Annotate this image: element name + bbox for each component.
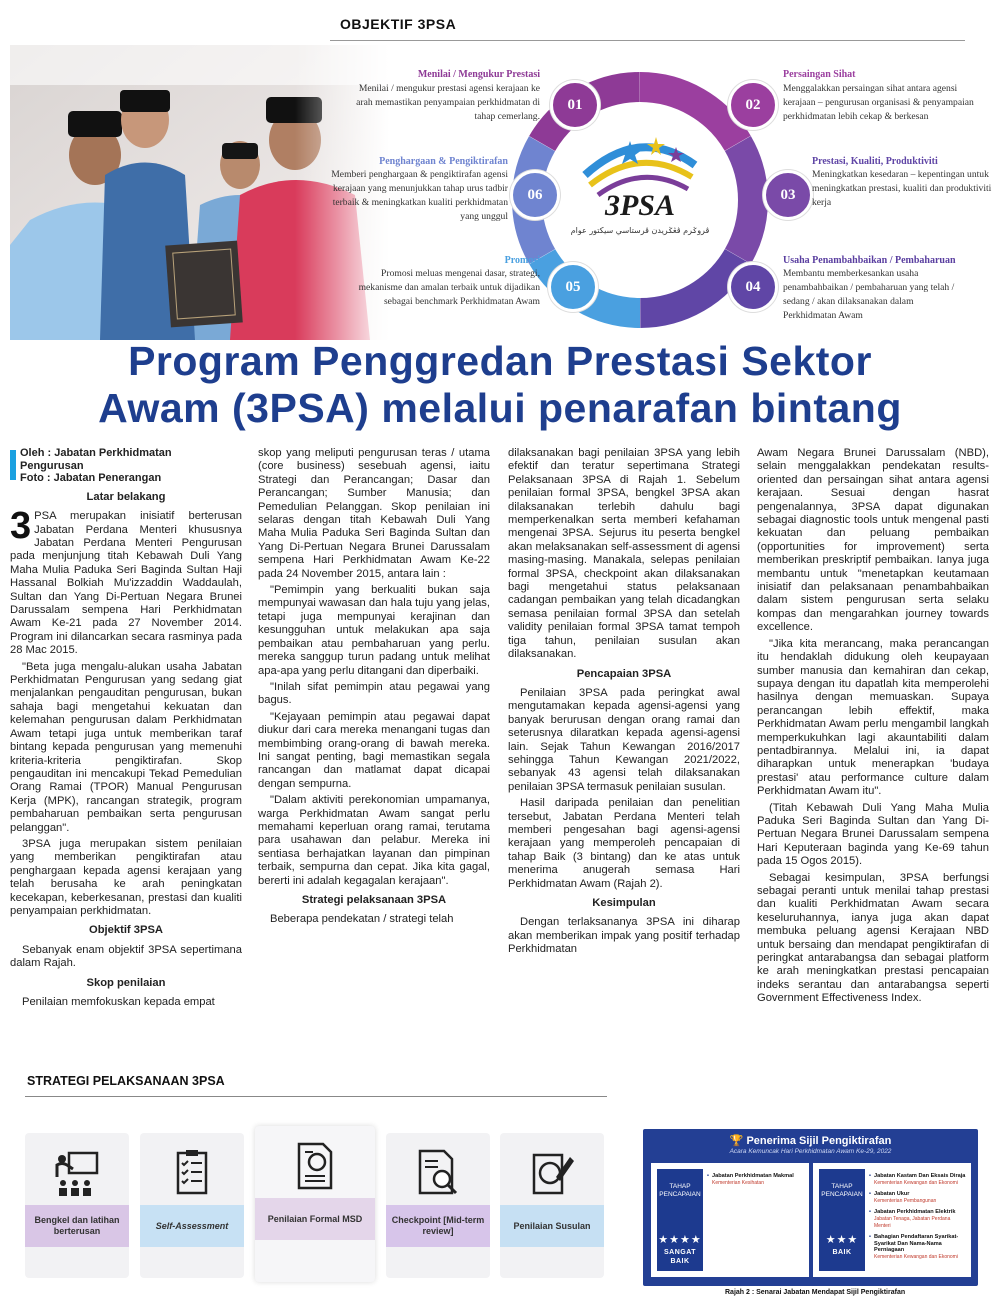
objective-04-text: Membantu memberkesankan usaha penambahbaikan / pembaharuan yang telah / sedang / akan dilaksanakan dalam Perkhidmatan Awam xyxy=(783,268,955,321)
strategy-title: STRATEGI PELAKSANAAN 3PSA xyxy=(27,1074,225,1088)
strategy-rule xyxy=(25,1096,607,1097)
byline xyxy=(10,447,242,485)
list-item: • Bahagian Pendaftaran Syarikat-Syarikat Dan Nama-Nama Perniagaan Kementerian Kewangan dan Ekonomi xyxy=(869,1234,967,1260)
objective-03-text: Meningkatkan kesedaran – kepentingan untuk meningkatkan prestasi, kualiti dan produktiviti kerja xyxy=(812,169,992,208)
objective-06-badge: 06 xyxy=(510,170,560,220)
paragraph: dilaksanakan bagi penilaian 3PSA yang lebih efektif dan teratur sepertimana Strategi Pelaksanaan 3PSA di Rajah 1. Sebelum penilaian formal 3PSA, bengkel 3PSA akan dilaksanakan terlebih dahulu bagi memperkenalkan serta memberi kefahaman mengenai 3PSA. Sejurus itu peserta bengkel akan melaksanakan self-assessment di agensi masing-masing. Manakala, selepas penilaian formal 3PSA, checkpoint akan dilaksanakan bagi mengetahui status pelaksanaan cadangan pembaikan yang telah dicadangkan semasa penilaian formal 3PSA dan setelah validity penilaian formal 3PSA tamat tempoh tiga tahun, penilaian susulan akan dilaksanakan. xyxy=(508,447,740,661)
subhead-latar: Latar belakang xyxy=(86,490,166,503)
paragraph: "Dalam aktiviti perekonomian umpamanya, warga Perkhidmatan Awam sangat perlu memahami keperluan orang ramai, terutama para usahawan dan pelabur. Mereka ini sentiasa berhajatkan layanan dan pimpinan terbaik, sempurna dan cepat. Jika kita gagal, bererti ini adalah kegagalan kerajaan". xyxy=(258,794,490,887)
tahap-label: TAHAP PENCAPAIAN xyxy=(659,1183,701,1198)
list-item: • Jabatan Perkhidmatan Makmal Kementerian Kesihatan xyxy=(707,1173,805,1186)
objective-02-text: Menggalakkan persaingan sihat antara agensi kerajaan – pengurusan organisasi & penyampaian perkhidmatan lebih cekap & berkesan xyxy=(783,83,974,122)
objective-05-title: Promosi xyxy=(504,255,540,266)
magnifier-doc-icon xyxy=(412,1147,464,1199)
paragraph: Beberapa pendekatan / strategi telah xyxy=(270,913,454,926)
byline-photo: Foto : Jabatan Penerangan xyxy=(20,472,162,485)
dropcap: 3 xyxy=(10,505,32,548)
certificate-title-text: Penerima Sijil Pengiktirafan xyxy=(746,1135,892,1147)
paragraph: Hasil daripada penilaian dan penelitian tersebut, Jabatan Perdana Menteri telah memberi pengesahan bagi agensi-agensi kerajaan yang memperoleh pencapaian di tahap Baik (3 bintang) dan ke atas untuk menerima anugerah semasa Hari Perkhidmatan Awam (Rajah 2). xyxy=(508,797,740,890)
paragraph: (Titah Kebawah Duli Yang Maha Mulia Paduka Seri Baginda Sultan dan Yang Di-Pertuan Negara Brunei Darussalam sempena Hari Keputeraan baginda yang Ke-69 tahun pada 15 Ogos 2015). xyxy=(757,801,989,868)
objective-06-text: Memberi penghargaan & pengiktirafan agensi kerajaan yang menunjukkan tahap urus tadbir terbaik & meningkatkan kualiti perkhidmatan yang unggul xyxy=(331,169,508,222)
subhead-objektif: Objektif 3PSA xyxy=(89,924,163,937)
objective-05-text: Promosi meluas mengenai dasar, strategi, mekanisme dan amalan terbaik untuk dijadikan sebagai benchmark Perkhidmatan Awam xyxy=(358,268,540,307)
panel-baik xyxy=(813,1163,971,1277)
strategy-card-checkpoint xyxy=(386,1133,490,1278)
strategy-card-label: Penilaian Formal MSD xyxy=(255,1198,375,1240)
objective-05-badge: 05 xyxy=(548,262,598,312)
rating-label xyxy=(657,1169,703,1271)
headline xyxy=(14,338,986,432)
objective-01-text: Menilai / mengukur prestasi agensi kerajaan ke arah memastikan penyampaian perkhidmatan di tahap cemerlang. xyxy=(356,83,540,122)
recipient-list xyxy=(869,1173,967,1266)
paragraph: skop yang meliputi pengurusan teras / utama (core business) sesebuah agensi, iaitu Strategi dan Perancangan; Dasar dan Perancangan; Sumber Manusia; dan Pemedulian Pelanggan. Skop penilaian ini selaras dengan titah Kebawah Duli Yang Maha Mulia Paduka Seri Baginda Sultan dan Yang Di-Pertuan Negara Brunei Darussalam sempena Hari Perkhidmatan Awam Ke-22 pada 24 November 2015, antara lain : xyxy=(258,447,490,580)
certificate-recipients-box xyxy=(643,1129,978,1286)
paragraph: "Kejayaan pemimpin atau pegawai dapat diukur dari cara mereka menangani tugas dan membimbing orang-orang di bawah mereka. Ini sangat penting, bagi memastikan segala rancangan dan matlamat dapat dicapai dengan sempurna. xyxy=(258,710,490,790)
headline-line1: Program Penggredan Prestasi Sektor xyxy=(128,338,872,384)
objective-01-badge: 01 xyxy=(550,80,600,130)
strategy-card-label: Checkpoint [Mid-term review] xyxy=(386,1205,490,1247)
objective-06-title: Penghargaan & Pengiktirafan xyxy=(379,156,508,167)
strategy-card-self-assessment xyxy=(140,1133,244,1278)
objective-03-badge: 03 xyxy=(763,170,813,220)
objective-02-badge: 02 xyxy=(728,80,778,130)
paragraph: "Pemimpin yang berkualiti bukan saja mempunyai wawasan dan hala tuju yang jelas, tetapi juga mempunyai kerajinan dan kesungguhan untuk melakukan apa saja pembaikan atau pembaharuan yang perlu. mereka sanggup turun padang untuk melihat apa-apa yang perlu ditangani dan diperbaiki. xyxy=(258,584,490,677)
objective-04-title: Usaha Penambahbaikan / Pembaharuan xyxy=(783,255,956,266)
paragraph: Sebagai kesimpulan, 3PSA berfungsi sebagai peranti untuk menilai tahap prestasi dan kualiti Perkhidmatan Awam secara keseluruhannya, ianya juga akan dapat membuka peluang agensi Kerajaan NBD untuk bersaing dan mendapat pengiktirafan di peringkat antarabangsa dan sebagai platform ke arah meningkatkan prestasi pencapaian indeks serantau dan antarabangsa seperti Government Effectiveness Index. xyxy=(757,871,989,1005)
strategy-card-label: Penilaian Susulan xyxy=(500,1205,604,1247)
list-item: • Jabatan Kastam Dan Eksais Diraja Kementerian Kewangan dan Ekonomi xyxy=(869,1173,967,1186)
subhead-strategi: Strategi pelaksanaan 3PSA xyxy=(301,894,447,906)
byline-author: Oleh : Jabatan Perkhidmatan xyxy=(20,447,172,459)
logo-jawi-icon: ڤروݢرم ڤڠݢريدن ڤرستاسي سيکتور عوام xyxy=(570,226,710,235)
paragraph: "Beta juga mengalu-alukan usaha Jabatan Perkhidmatan Pengurusan yang sedang giat menjalankan pengauditan pengurusan, bukan sahaja bagi mengetahui kekuatan dan kelemahan pengurusan dalam Perkhidmatan Awam tetapi juga untuk memberikan taraf bintang kepada pengurusan yang memenuhi kriteria-kriteria pengiktirafan. Skop pengauditan ini mencakupi Tekad Pemedulian Orang Ramai (TPOR) Manual Pengurusan Kerja (MPK), rancangan strategik, program pembaharuan pembaikan serta pengurusan pelanggan". xyxy=(10,660,242,834)
tahap-label: TAHAP PENCAPAIAN xyxy=(821,1183,863,1198)
strategy-card-penilaian-formal xyxy=(255,1126,375,1282)
paragraph: Sebanyak enam objektif 3PSA sepertimana dalam Rajah. xyxy=(10,943,242,970)
presentation-icon xyxy=(51,1147,103,1199)
checklist-icon xyxy=(166,1147,218,1199)
objective-04-badge: 04 xyxy=(728,262,778,312)
rating-label xyxy=(819,1169,865,1271)
article-column-4 xyxy=(757,447,989,1009)
paragraph: "Inilah sifat pemimpin atau pegawai yang bagus. xyxy=(258,680,490,707)
rating-text: BAIK xyxy=(832,1249,852,1256)
logo-3psa-text: 3PSA xyxy=(604,189,676,222)
panel-sangat-baik xyxy=(651,1163,809,1277)
paragraph: Dengan terlaksananya 3PSA ini diharap akan memberikan impak yang positif terhadap Perkhidmatan xyxy=(508,916,740,956)
objective-03-title: Prestasi, Kualiti, Produktiviti xyxy=(812,156,938,167)
list-item: • Jabatan Perkhidmatan Elektrik Jabatan Tenaga, Jabatan Perdana Menteri xyxy=(869,1209,967,1229)
edit-doc-icon xyxy=(526,1147,578,1199)
paragraph: Penilaian 3PSA pada peringkat awal mengutamakan kepada agensi-agensi yang banyak berurusan dengan orang ramai dan seterusnya dilaratkan kepada agensi-agensi lain. Sejak Tahun Kewangan 2016/2017 sehingga Tahun Kewangan 2021/2022, sebanyak 43 agensi telah dilaksanakan penilaian 3PSA termasuk penilaian susulan. xyxy=(508,686,740,793)
paragraph: 3PSA juga merupakan sistem penilaian yang memberikan pengiktirafan atau penghargaan kepada agensi kerajaan yang telah berusaha ke arah peningkatan kecekapan, keberkesanan, prestasi dan kualiti penyampaian perkhidmatan. xyxy=(10,837,242,917)
strategy-card-label: Bengkel dan latihan berterusan xyxy=(25,1205,129,1247)
document-award-icon xyxy=(289,1140,341,1192)
strategy-card-label: Self-Assessment xyxy=(140,1205,244,1247)
rating-text: SANGAT BAIK xyxy=(663,1249,697,1265)
certificate-subtitle: Acara Kemuncak Hari Perkhidmatan Awam Ke-29, 2022 xyxy=(729,1148,892,1155)
trophy-icon: 🏆 xyxy=(729,1135,747,1147)
paragraph: "Jika kita merancang, maka perancangan itu hendaklah didukung oleh keupayaan sumber manusia dan kemahiran dan cekap, supaya dengan itu dapatlah kita memperolehi hasilnya dengan memuaskan. Supaya perancangan lebih effektif, maka Perkhidmatan Awam perlu mengambil langkah memperkukuhkan lagi akauntabiliti dalam pentadbirannya. Melalui ini, ia dapat diharapkan untuk menerapkan 'budaya prestasi' atau performance culture dalam Perkhidmatan Awam itu". xyxy=(757,637,989,798)
certificate-title xyxy=(643,1134,978,1147)
star-rating-icon: ★★★ xyxy=(825,1234,859,1246)
strategy-card-penilaian-susulan xyxy=(500,1133,604,1278)
subhead-pencapaian: Pencapaian 3PSA xyxy=(576,667,672,680)
headline-line2: Awam (3PSA) melalui penarafan bintang xyxy=(98,385,902,431)
article-column-2 xyxy=(258,447,490,930)
strategy-card-bengkel xyxy=(25,1133,129,1278)
article-column-3 xyxy=(508,447,740,960)
subhead-kesimpulan: Kesimpulan xyxy=(592,897,656,909)
figure-caption: Rajah 2 : Senarai Jabatan Mendapat Sijil Pengiktirafan xyxy=(725,1289,906,1296)
paragraph: Penilaian memfokuskan kepada empat xyxy=(22,996,215,1008)
byline-author-cont: Pengurusan xyxy=(20,459,84,472)
recipient-list xyxy=(707,1173,805,1191)
star-rating-icon: ★★★★ xyxy=(658,1234,702,1246)
list-item: • Jabatan Ukur Kementerian Pembangunan xyxy=(869,1191,967,1204)
paragraph: PSA merupakan inisiatif berterusan Jabatan Perdana Menteri khususnya Jabatan Perdana Menteri Pengurusan pada menjunjung titah Kebawah Duli Yang Maha Mulia Paduka Seri Baginda Sultan Haji Hassanal Bolkiah Mu'izzaddin Waddaulah, Sultan dan Yang Di-Pertuan Negara Brunei Darussalam sempena Hari Perkhidmatan Awam Ke-21 pada 27 November 2014. Program ini dilancarkan secara rasminya pada 28 Mac 2015. xyxy=(10,510,242,657)
subhead-skop: Skop penilaian xyxy=(86,976,166,989)
section-rule xyxy=(330,40,965,41)
paragraph: Awam Negara Brunei Darussalam (NBD), selain menggalakkan pendekatan results-oriented dan persaingan sihat antara agensi kerajaan. Sesuai dengan hasrat pengenalannya, 3PSA dapat digunakan sebagai diagnostic tools untuk mengenal pasti kekuatan dan peluang pembaikan (opportunities for improvement) serta memberikan preskriptif pembaikan. Ianya juga membantu untuk "menetapkan keutamaan inisiatif dan pelaksanaan penambahbaikan dalam sistem pengurusan serta selaku kompas dan mengarahkan journey towards excellence. xyxy=(757,447,989,634)
section-title: OBJEKTIF 3PSA xyxy=(340,16,457,32)
objective-01-title: Menilai / Mengukur Prestasi xyxy=(417,69,540,80)
objective-02-title: Persaingan Sihat xyxy=(783,69,856,80)
article-column-1 xyxy=(10,447,242,1012)
